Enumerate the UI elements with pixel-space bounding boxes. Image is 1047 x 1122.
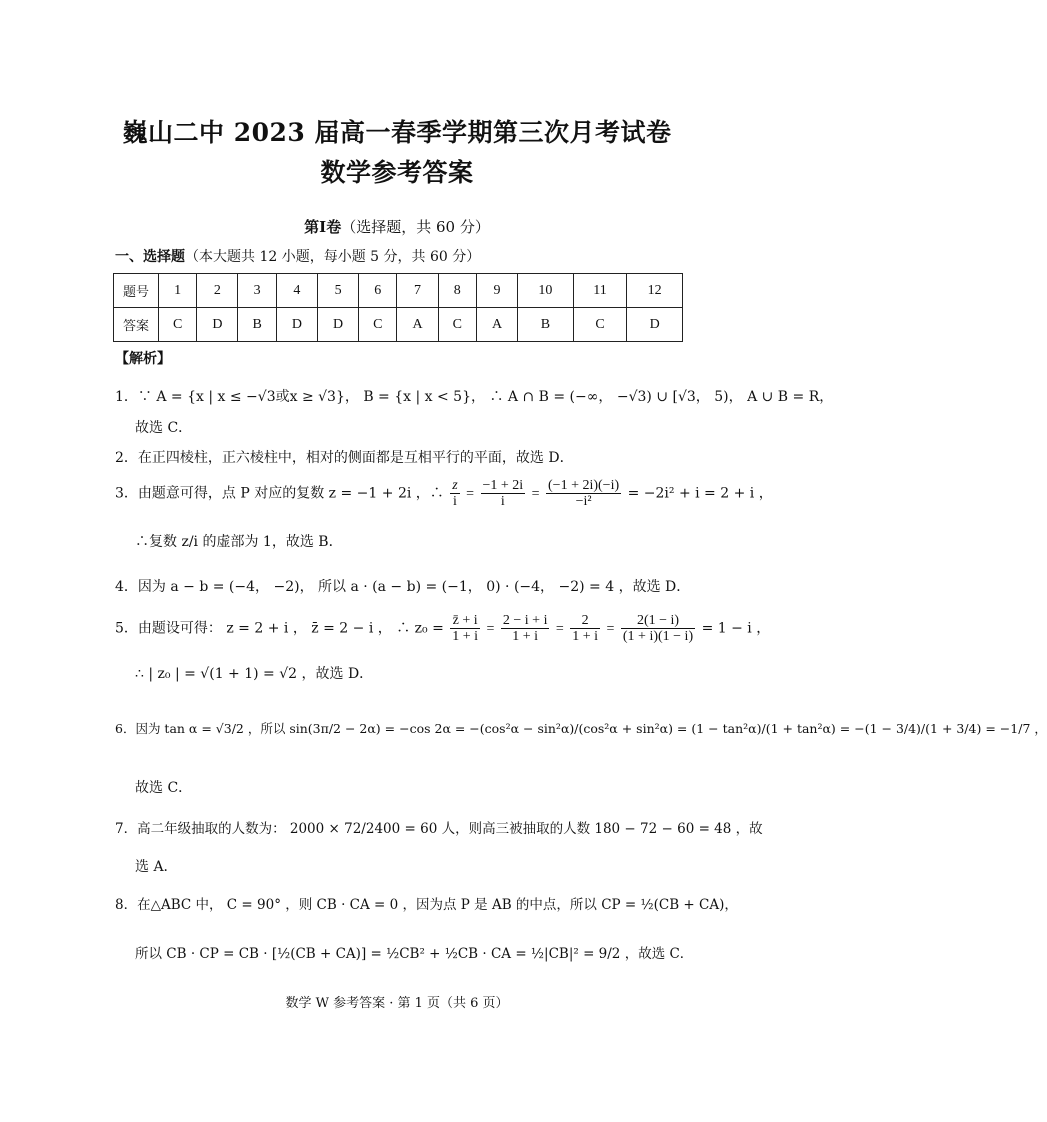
number-cell: 3	[238, 274, 276, 308]
fraction: $\frac{2}{1 + i}$	[572, 613, 599, 644]
solution-5-text-post: = 1 − i ，	[701, 620, 771, 637]
number-cell: 6	[359, 274, 397, 308]
solution-1-line-2: 故选 C．	[135, 420, 193, 436]
solution-7-line-1: 7．高二年级抽取的人数为： 2000 × 72/2400 = 60 人，则高三被抽取的人数 180 − 72 − 60 = 48 ，故	[115, 821, 763, 837]
solution-3-line-2: ∴复数 z/i 的虚部为 1，故选 B．	[135, 534, 343, 550]
number-cell: 2	[197, 274, 238, 308]
number-cell: 5	[317, 274, 358, 308]
answer-cell: C	[159, 308, 197, 342]
solution-6-line-1: 6．因为 tan α = √3/2 ，所以 sin(3π/2 − 2α) = −cos 2α = −(cos²α − sin²α)/(cos²α + sin²α) = (1 − tan²α)/(1 + tan²α) = −(1 − 3/4)/(1 + 3/4) = −1/7 ，	[115, 721, 1047, 736]
solution-5-line-2: ∴ | z₀ | = √(1 + 1) = √2 ，故选 D．	[135, 666, 374, 682]
answer-table-row-answers	[114, 308, 683, 342]
question-header	[115, 246, 480, 266]
solution-7-line-2: 选 A．	[135, 859, 178, 875]
number-cell: 12	[627, 274, 683, 308]
answer-cell: A	[476, 308, 517, 342]
answer-cell: C	[573, 308, 627, 342]
answer-cell: D	[276, 308, 317, 342]
section-title: 第Ⅰ卷	[304, 218, 342, 236]
fraction: $\frac{(-1 + 2i)(-i)}{\text{−i²}}$	[548, 478, 620, 509]
solution-3-text-pre: 3．由题意可得，点 P 对应的复数 z = −1 + 2i ，∴	[115, 485, 444, 502]
fraction: $\frac{z̄ + i}{1 + i}$	[452, 613, 479, 644]
analysis-heading: 【解析】	[115, 351, 171, 367]
number-cell: 7	[397, 274, 438, 308]
answer-cell: C	[438, 308, 476, 342]
number-cell: 9	[476, 274, 517, 308]
answer-table-row-numbers	[114, 274, 683, 308]
solution-6-line-2: 故选 C．	[135, 780, 193, 796]
fraction: $\frac{z}{i}$	[452, 478, 458, 509]
answer-cell: B	[518, 308, 574, 342]
solution-8-line-2: 所以 CB · CP = CB · [½(CB + CA)] = ½CB² + ½CB · CA = ½|CB|² = 9/2 ，故选 C．	[135, 946, 694, 962]
solution-3-line-1: 3．由题意可得，点 P 对应的复数 z = −1 + 2i ，∴ $\frac{z}{i}$ = $\frac{-1 + 2i}{i}$ = $\frac{(-1 + 2i)(-i)}{\text{−i²}}$ = −2i² + i = 2 + i ，	[115, 478, 773, 509]
page-title: 巍山二中 2023 届高一春季学期第三次月考试卷	[122, 118, 672, 147]
number-cell: 11	[573, 274, 627, 308]
page-subtitle: 数学参考答案	[320, 158, 474, 187]
number-cell: 4	[276, 274, 317, 308]
fraction: $\frac{2 - i + i}{1 + i}$	[502, 613, 548, 644]
section-heading	[0, 216, 794, 237]
answer-table	[113, 273, 683, 342]
number-cell: 10	[518, 274, 574, 308]
answer-cell: D	[627, 308, 683, 342]
page-footer: 数学 W 参考答案 · 第 1 页（共 6 页）	[285, 996, 509, 1011]
solution-5-line-1: 5．由题设可得： z = 2 + i ， z̄ = 2 − i ， ∴ z₀ = $\frac{z̄ + i}{1 + i}$ = $\frac{2 - i + i}{1 + i}$ = $\frac{2}{1 + i}$ = $\frac{2(1 - i)}{(1 + i)(1 - i)}$ = 1 − i ，	[115, 613, 771, 644]
question-header-label: 一、选择题	[115, 249, 185, 265]
fraction: $\frac{-1 + 2i}{i}$	[482, 478, 524, 509]
solution-8-line-1: 8．在△ABC 中， C = 90° ，则 CB · CA = 0 ，因为点 P 是 AB 的中点，所以 CP = ½(CB + CA)，	[115, 897, 738, 913]
number-cell: 1	[159, 274, 197, 308]
solution-2: 2．在正四棱柱，正六棱柱中，相对的侧面都是互相平行的平面，故选 D．	[115, 450, 574, 466]
answer-cell: D	[317, 308, 358, 342]
row-label-number: 题号	[114, 274, 159, 308]
row-label-answer: 答案	[114, 308, 159, 342]
solution-1-line-1: 1．∵ A = {x | x ≤ −√3或x ≥ √3}， B = {x | x < 5}， ∴ A ∩ B = (−∞， −√3) ∪ [√3， 5)， A ∪ B = R，	[115, 389, 834, 405]
section-note: （选择题，共 60 分）	[341, 218, 490, 236]
answer-cell: B	[238, 308, 276, 342]
number-cell: 8	[438, 274, 476, 308]
fraction: $\frac{2(1 - i)}{(1 + i)(1 - i)}$	[622, 613, 694, 644]
solution-4: 4．因为 a − b = (−4， −2)， 所以 a · (a − b) = (−1， 0) · (−4， −2) = 4 ，故选 D．	[115, 579, 691, 595]
answer-cell: C	[359, 308, 397, 342]
solution-5-text-pre: 5．由题设可得： z = 2 + i ， z̄ = 2 − i ， ∴ z₀ =	[115, 620, 444, 637]
answer-cell: D	[197, 308, 238, 342]
answer-cell: A	[397, 308, 438, 342]
solution-3-text-post: = −2i² + i = 2 + i ，	[627, 485, 773, 502]
question-header-note: （本大题共 12 小题，每小题 5 分，共 60 分）	[185, 249, 481, 265]
